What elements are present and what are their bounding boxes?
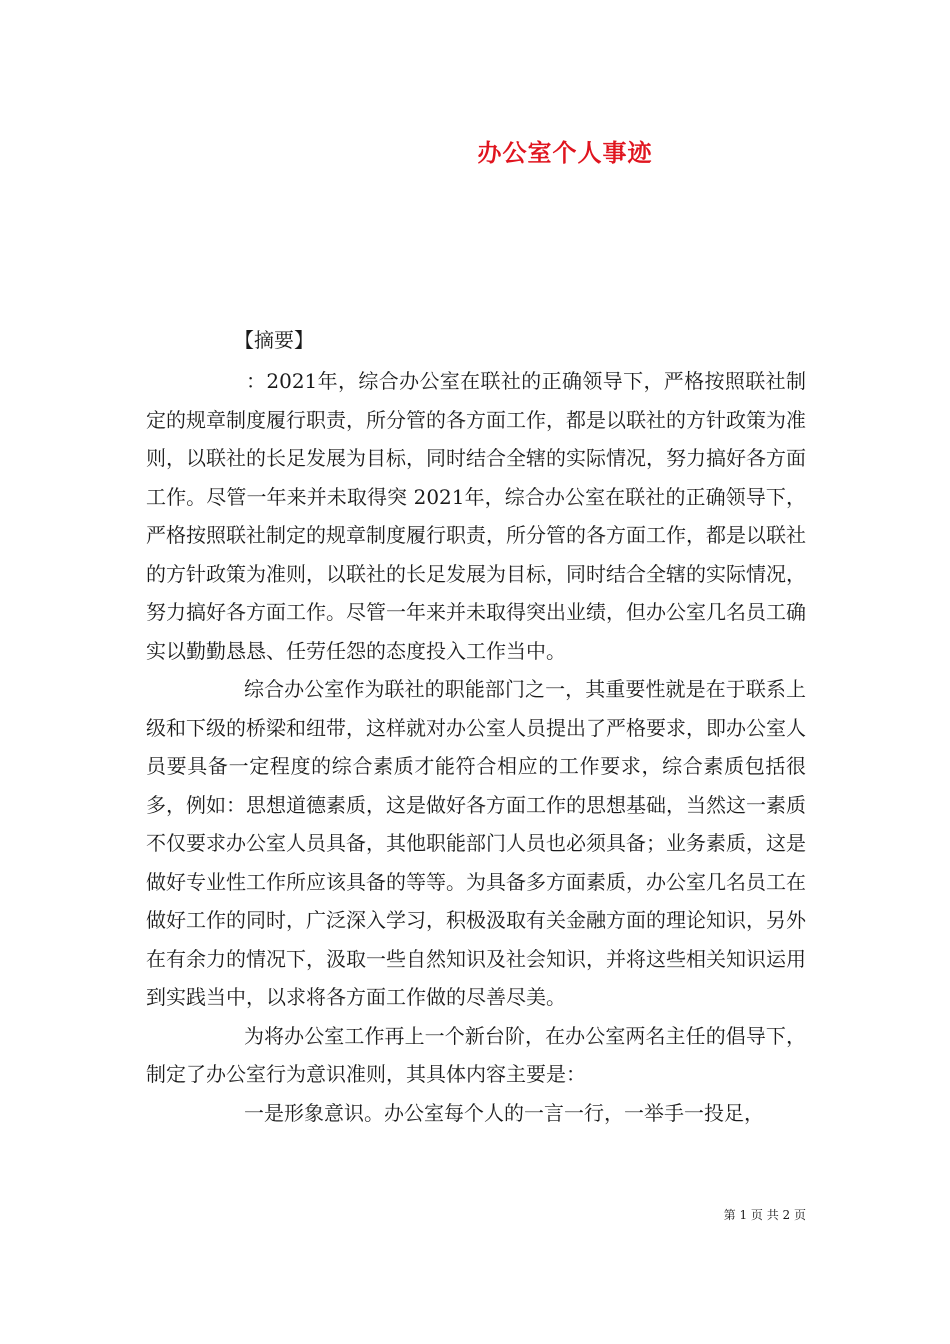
document-title: 办公室个人事迹 xyxy=(477,138,653,167)
page-number-footer: 第 1 页 共 2 页 xyxy=(723,1208,806,1222)
paragraph-conduct-rules: 为将办公室工作再上一个新台阶，在办公室两名主任的倡导下，制定了办公室行为意识准则，其具体内容主要是： xyxy=(146,1023,806,1086)
abstract-label: 【摘要】 xyxy=(234,328,314,352)
paragraph-office-role: 综合办公室作为联社的职能部门之一，其重要性就是在于联系上级和下级的桥梁和纽带，这样就对办公室人员提出了严格要求，即办公室人员要具备一定程度的综合素质才能符合相应的工作要求，综合素质包括很多，例如：思想道德素质，这是做好各方面工作的思想基础，当然这一素质不仅要求办公室人员具备，其他职能部门人员也必须具备；业务素质，这是做好专业性工作所应该具备的等等。为具备多方面素质，办公室几名员工在做好工作的同时，广泛深入学习，积极汲取有关金融方面的理论知识，另外在有余力的情况下，汲取一些自然知识及社会知识，并将这些相关知识运用到实践当中，以求将各方面工作做的尽善尽美。 xyxy=(146,677,806,1009)
document-body xyxy=(146,362,806,1132)
paragraph-abstract: ：2021年，综合办公室在联社的正确领导下，严格按照联社制定的规章制度履行职责，所分管的各方面工作，都是以联社的方针政策为准则，以联社的长足发展为目标，同时结合全辖的实际情况，努力搞好各方面工作。尽管一年来并未取得突 2021年，综合办公室在联社的正确领导下，严格按照联社制定的规章制度履行职责，所分管的各方面工作，都是以联社的方针政策为准则，以联社的长足发展为目标，同时结合全辖的实际情况，努力搞好各方面工作。尽管一年来并未取得突出业绩，但办公室几名员工确实以勤勤恳恳、任劳任怨的态度投入工作当中。 xyxy=(146,369,806,663)
paragraph-image-awareness: 一是形象意识。办公室每个人的一言一行，一举手一投足， xyxy=(244,1100,764,1125)
